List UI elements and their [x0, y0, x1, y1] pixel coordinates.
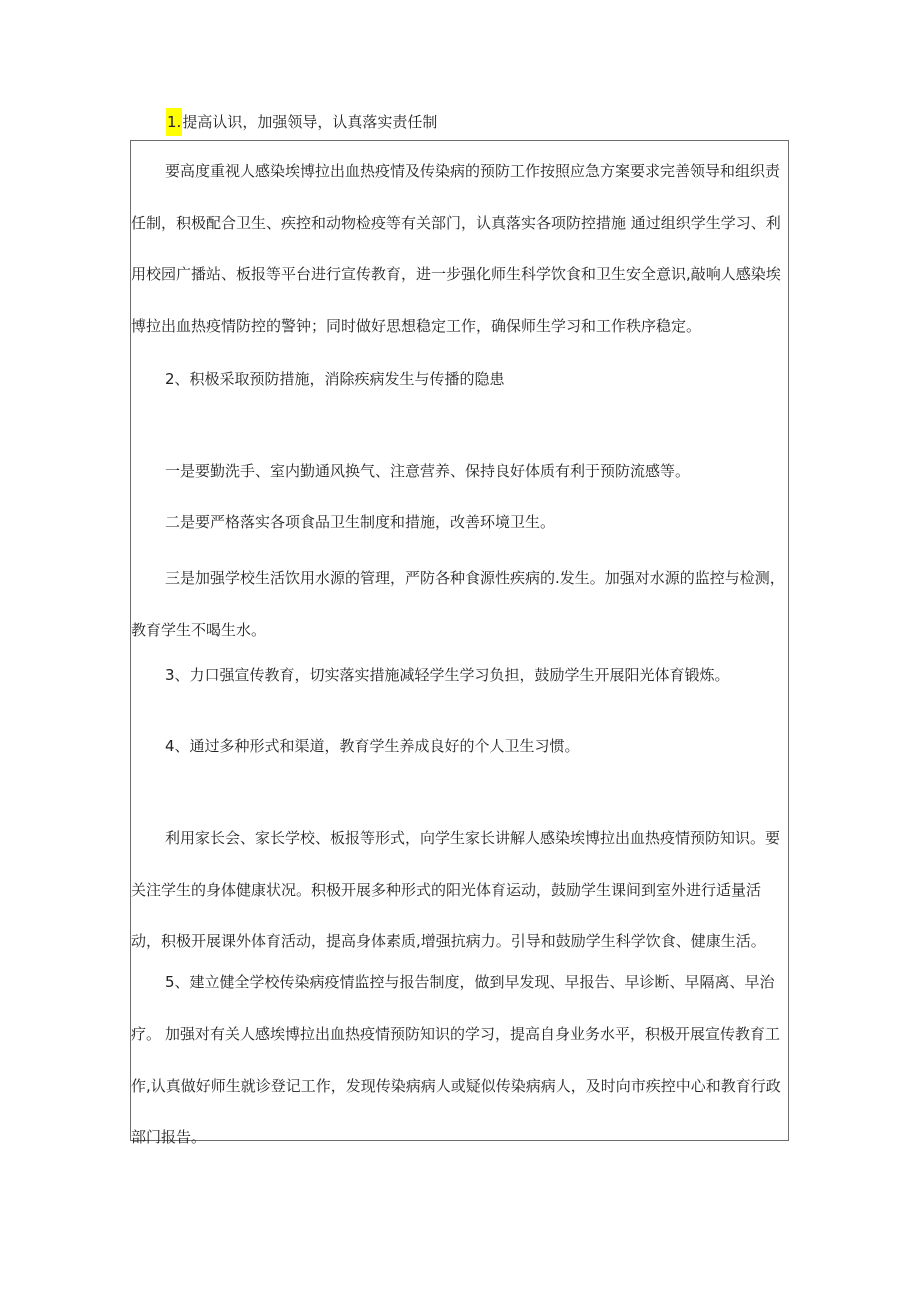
paragraph-leadership: 要高度重视人感染埃博拉出血热疫情及传染病的预防工作按照应急方案要求完善领导和组织责任制，积极配合卫生、疾控和动物检疫等有关部门，认真落实各项防控措施 通过组织学生学习、利用校园广播站、板报等平台进行宣传教育，进一步强化师生科学饮食和卫生安全意识,敲响人感染埃博拉出血热疫情防控的警钟；同时做好思想稳定工作，确保师生学习和工作秩序稳定。	[131, 162, 781, 335]
paragraph-training: 加强对有关人感埃博拉出血热疫情预防知识的学习，提高自身业务水平，积极开展宣传教育工作,认真做好师生就诊登记工作，发现传染病病人或疑似传染病病人，及时向市疾控中心和教育行政部门报告。	[131, 1025, 781, 1146]
paragraph-item-two: 二是要严格落实各项食品卫生制度和措施，改善环境卫生。	[165, 513, 556, 531]
section-heading	[166, 108, 437, 136]
paragraph-reporting-system: 5、建立健全学校传染病疫情监控与报告制度，做到早发现、早报告、早诊断、早隔离、早治疗。	[131, 973, 775, 1043]
paragraph-parents: 利用家长会、家长学校、板报等形式，向学生家长讲解人感染埃博拉出血热疫情预防知识。要关注学生的身体健康状况。积极开展多种形式的阳光体育运动，鼓励学生课间到室外进行适量活动，积极开展课外体育活动，提高身体素质,增强抗病力。引导和鼓励学生科学饮食、健康生活。	[131, 829, 781, 950]
paragraph-item-three: 三是加强学校生活饮用水源的管理，严防各种食源性疾病的.发生。加强对水源的监控与检测，教育学生不喝生水。	[131, 569, 785, 639]
paragraph-hygiene-habits: 4、通过多种形式和渠道，教育学生养成良好的个人卫生习惯。	[165, 737, 580, 755]
content-box	[130, 140, 789, 1146]
paragraph-publicity: 3、力口强宣传教育，切实落实措施减轻学生学习负担，鼓励学生开展阳光体育锻炼。	[165, 666, 730, 684]
paragraph-item-one: 一是要勤洗手、室内勤通风换气、注意营养、保持良好体质有利于预防流感等。	[165, 462, 691, 480]
heading-text: 提高认识，加强领导，认真落实责任制	[182, 113, 438, 131]
heading-number-highlighted: 1.	[166, 108, 182, 136]
paragraph-prevention-heading: 2、积极采取预防措施，消除疾病发生与传播的隐患	[165, 370, 505, 388]
